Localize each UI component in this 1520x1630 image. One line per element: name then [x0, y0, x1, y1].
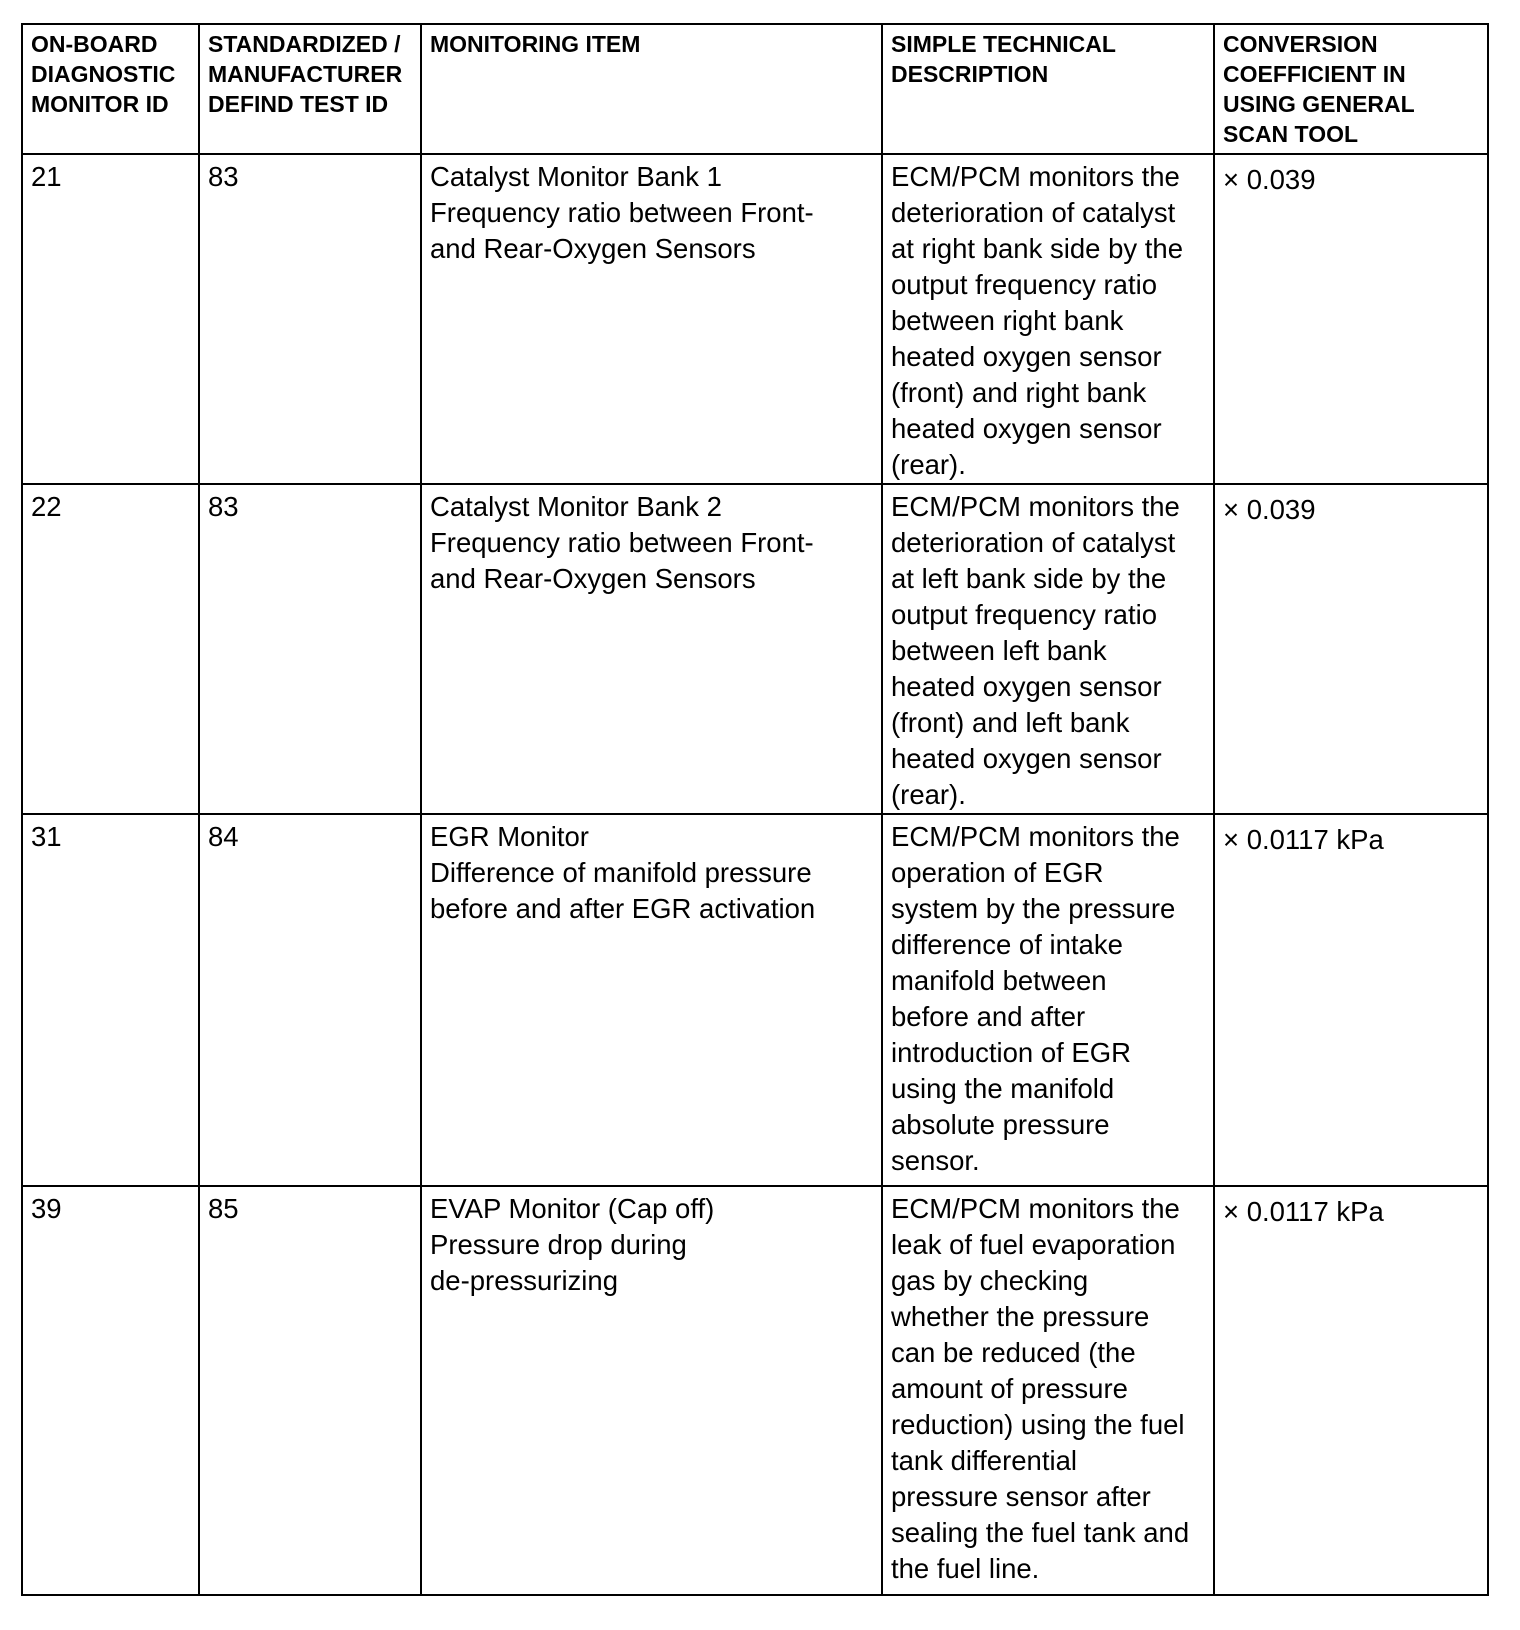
coefficient-cell: × 0.0117 kPa: [1214, 814, 1488, 1186]
table-row: [22, 484, 1488, 814]
monitor-id-cell: 22: [22, 484, 199, 814]
coefficient-cell: × 0.0117 kPa: [1214, 1186, 1488, 1595]
header-monitor-id: ON-BOARD DIAGNOSTIC MONITOR ID: [22, 24, 199, 154]
monitoring-item-cell: Catalyst Monitor Bank 2 Frequency ratio between Front- and Rear-Oxygen Sensors: [421, 484, 882, 814]
test-id-cell: 83: [199, 484, 421, 814]
monitoring-item-cell: EVAP Monitor (Cap off) Pressure drop during de-pressurizing: [421, 1186, 882, 1595]
header-conversion-coefficient: CONVERSION COEFFICIENT IN USING GENERAL SCAN TOOL: [1214, 24, 1488, 154]
header-row: [22, 24, 1488, 154]
monitor-id-cell: 39: [22, 1186, 199, 1595]
monitoring-item-cell: Catalyst Monitor Bank 1 Frequency ratio between Front- and Rear-Oxygen Sensors: [421, 154, 882, 484]
test-id-cell: 85: [199, 1186, 421, 1595]
table-row: [22, 1186, 1488, 1595]
header-description: SIMPLE TECHNICAL DESCRIPTION: [882, 24, 1214, 154]
description-cell: ECM/PCM monitors the deterioration of catalyst at left bank side by the output frequency ratio between left bank heated oxygen sensor (front) and left bank heated oxygen sensor (rear).: [882, 484, 1214, 814]
obd-monitor-table: [21, 23, 1489, 1596]
monitoring-item-cell: EGR Monitor Difference of manifold pressure before and after EGR activation: [421, 814, 882, 1186]
header-monitoring-item: MONITORING ITEM: [421, 24, 882, 154]
coefficient-cell: × 0.039: [1214, 484, 1488, 814]
test-id-cell: 84: [199, 814, 421, 1186]
table-row: [22, 814, 1488, 1186]
coefficient-cell: × 0.039: [1214, 154, 1488, 484]
monitor-id-cell: 21: [22, 154, 199, 484]
description-cell: ECM/PCM monitors the operation of EGR system by the pressure difference of intake manifold between before and after introduction of EGR using the manifold absolute pressure sensor.: [882, 814, 1214, 1186]
test-id-cell: 83: [199, 154, 421, 484]
monitor-id-cell: 31: [22, 814, 199, 1186]
description-cell: ECM/PCM monitors the leak of fuel evaporation gas by checking whether the pressure can be reduced (the amount of pressure reduction) using the fuel tank differential pressure sensor after sealing the fuel tank and the fuel line.: [882, 1186, 1214, 1595]
description-cell: ECM/PCM monitors the deterioration of catalyst at right bank side by the output frequency ratio between right bank heated oxygen sensor (front) and right bank heated oxygen sensor (rear).: [882, 154, 1214, 484]
header-test-id: STANDARDIZED / MANUFACTURER DEFIND TEST ID: [199, 24, 421, 154]
table-row: [22, 154, 1488, 484]
